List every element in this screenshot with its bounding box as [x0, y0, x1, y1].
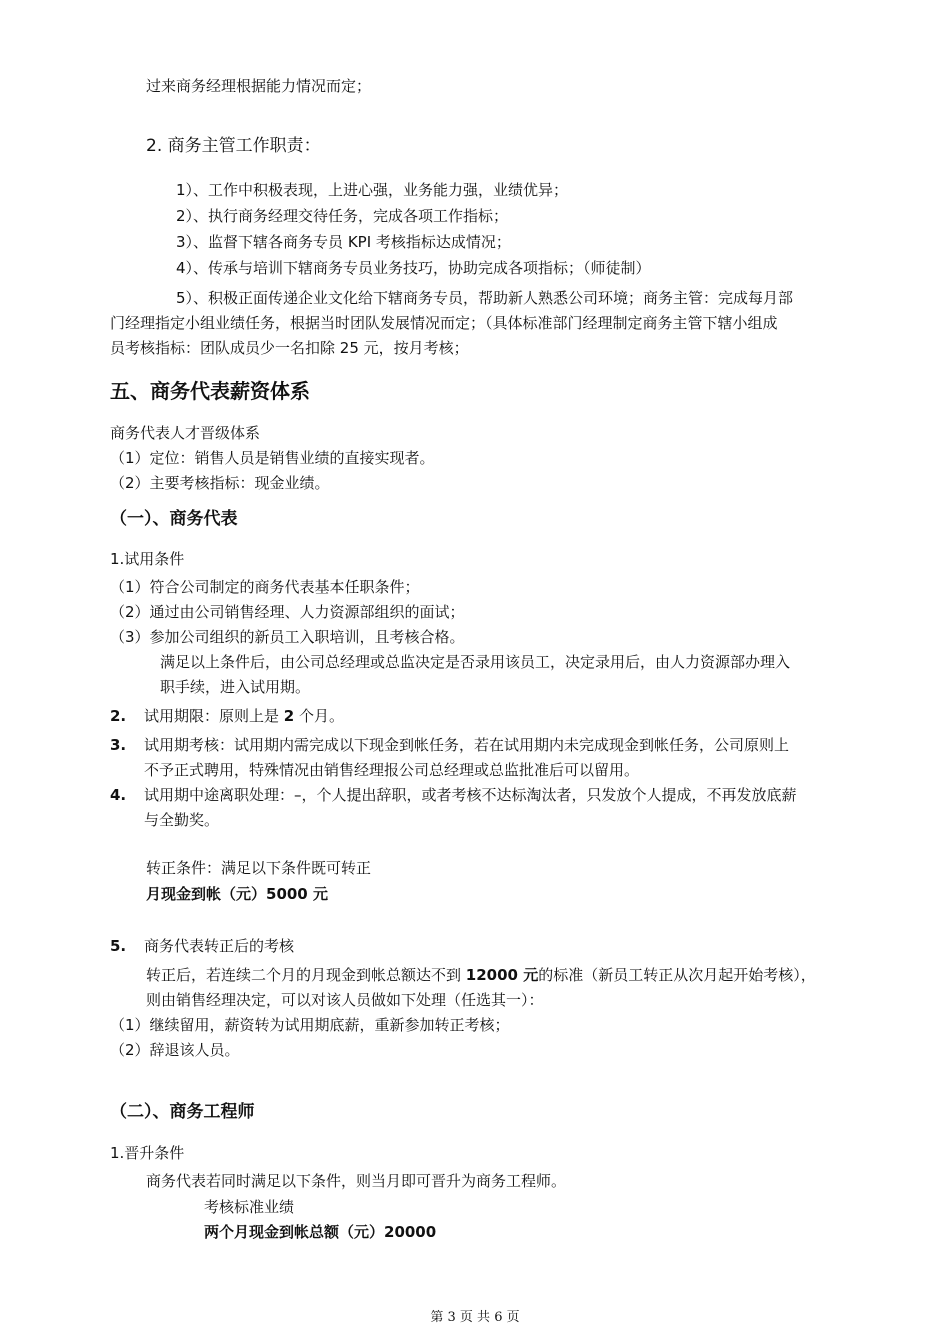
list-item: 1）、工作中积极表现，上进心强，业务能力强，业绩优异；	[176, 181, 569, 199]
list-item: 2）、执行商务经理交待任务，完成各项工作指标；	[176, 207, 509, 225]
text-line	[146, 965, 816, 985]
text-line: 转正条件：满足以下条件既可转正	[146, 859, 372, 877]
list-item: 试用期考核：试用期内需完成以下现金到帐任务，若在试用期内未完成现金到帐任务，公司原则上	[144, 736, 790, 754]
list-item: （2）通过由公司销售经理、人力资源部组织的面试；	[110, 603, 465, 621]
text-run: 的标准（新员工转正从次月起开始考核），	[538, 966, 816, 984]
subsection-heading: （二）、商务工程师	[110, 1102, 255, 1122]
text-line: 职手续，进入试用期。	[160, 678, 311, 696]
list-item: （1）继续留用，薪资转为试用期底薪，重新参加转正考核；	[110, 1016, 510, 1034]
list-item: 试用期中途离职处理：–，个人提出辞职，或者考核不达标淘汰者，只发放个人提成，不再发放底薪	[144, 786, 797, 804]
text-line: 月现金到帐（元）5000 元	[146, 885, 328, 903]
text-line: 两个月现金到帐总额（元）20000	[204, 1223, 437, 1241]
text-run: 2	[283, 707, 295, 725]
text-line: 商务代表若同时满足以下条件，则当月即可晋升为商务工程师。	[146, 1172, 567, 1190]
list-item	[144, 706, 344, 726]
text-run: 转正后，若连续二个月的月现金到帐总额达不到	[146, 966, 462, 984]
list-number: 2.	[110, 707, 127, 725]
text-run: 试用期限：原则上是	[144, 707, 280, 725]
list-item: 3）、监督下辖各商务专员 KPI 考核指标达成情况；	[176, 233, 511, 251]
text-run: 个月。	[299, 707, 345, 725]
list-item: 商务代表转正后的考核	[144, 937, 295, 955]
text-line: （2）主要考核指标：现金业绩。	[110, 474, 330, 492]
text-line: 门经理指定小组业绩任务，根据当时团队发展情况而定；（具体标准部门经理制定商务主管下辖小组成	[110, 314, 778, 332]
text-line: 不予正式聘用，特殊情况由销售经理报公司总经理或总监批准后可以留用。	[144, 761, 640, 779]
list-number: 5.	[110, 937, 127, 955]
text-line: 员考核指标：团队成员少一名扣除 25 元，按月考核；	[110, 339, 469, 357]
list-item: 5）、积极正面传递企业文化给下辖商务专员，帮助新人熟悉公司环境；商务主管：完成每月部	[176, 289, 794, 307]
text-line: 1.试用条件	[110, 550, 185, 568]
text-line: （1）定位：销售人员是销售业绩的直接实现者。	[110, 449, 435, 467]
list-item: 4）、传承与培训下辖商务专员业务技巧，协助完成各项指标；（师徒制）	[176, 259, 651, 277]
list-item: （2）辞退该人员。	[110, 1041, 240, 1059]
list-number: 4.	[110, 786, 127, 804]
text-line: 满足以上条件后，由公司总经理或总监决定是否录用该员工，决定录用后，由人力资源部办理入	[160, 653, 791, 671]
text-line: 1.晋升条件	[110, 1144, 185, 1162]
subsection-heading: （一）、商务代表	[110, 509, 238, 529]
text-line: 商务代表人才晋级体系	[110, 424, 261, 442]
text-line: 与全勤奖。	[144, 811, 220, 829]
text-line: 则由销售经理决定，可以对该人员做如下处理（任选其一）：	[146, 991, 544, 1009]
list-item: （3）参加公司组织的新员工入职培训，且考核合格。	[110, 628, 465, 646]
text-line: 过来商务经理根据能力情况而定；	[146, 77, 372, 95]
text-run: 12000 元	[465, 966, 539, 984]
section-heading: 五、商务代表薪资体系	[110, 379, 310, 403]
page-footer: 第 3 页 共 6 页	[430, 1310, 520, 1325]
list-item: （1）符合公司制定的商务代表基本任职条件；	[110, 578, 420, 596]
list-number: 3.	[110, 736, 127, 754]
text-line: 考核标准业绩	[204, 1198, 295, 1216]
subsection-heading: 2. 商务主管工作职责：	[146, 136, 321, 156]
